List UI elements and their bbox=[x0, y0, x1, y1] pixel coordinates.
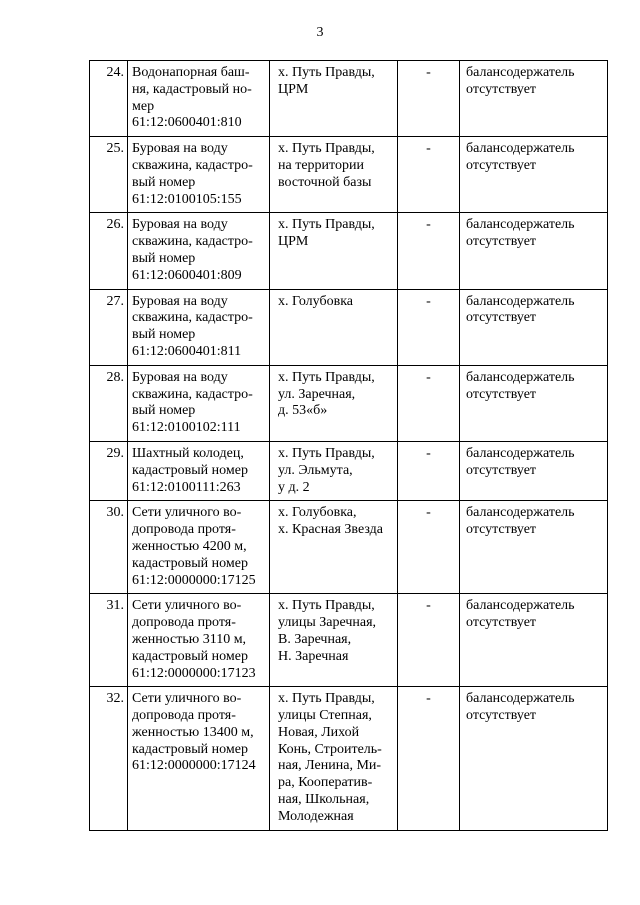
empty-value-dash: - bbox=[398, 441, 460, 500]
balance-holder bbox=[460, 61, 608, 137]
balance-holder-line: отсутствует bbox=[466, 310, 537, 326]
object-address-line: ул. Заречная, bbox=[278, 386, 356, 402]
empty-value-dash: - bbox=[398, 501, 460, 594]
balance-holder-line: балансодержатель bbox=[466, 293, 575, 309]
empty-value-dash: - bbox=[398, 213, 460, 289]
object-description-line: кадастровый номер bbox=[132, 462, 248, 478]
object-description-line: Буровая на воду bbox=[132, 293, 228, 309]
object-address bbox=[270, 441, 398, 500]
object-description-line: допровода протя- bbox=[132, 615, 236, 631]
empty-value-dash: - bbox=[398, 594, 460, 687]
object-address-line: Новая, Лихой bbox=[278, 724, 360, 740]
object-address-line: Молодежная bbox=[278, 808, 354, 824]
object-description-line: скважина, кадастро- bbox=[132, 157, 253, 173]
object-description-line: 61:12:0000000:17124 bbox=[132, 758, 256, 774]
balance-holder-line: балансодержатель bbox=[466, 598, 575, 614]
object-description-line: 61:12:0000000:17123 bbox=[132, 665, 256, 681]
balance-holder bbox=[460, 501, 608, 594]
object-address-line: д. 53«б» bbox=[278, 403, 328, 419]
registry-table bbox=[89, 60, 608, 831]
empty-value-dash: - bbox=[398, 289, 460, 365]
object-description-line: Сети уличного во- bbox=[132, 598, 242, 614]
object-description-line: женностью 4200 м, bbox=[132, 538, 247, 554]
balance-holder bbox=[460, 289, 608, 365]
object-address bbox=[270, 365, 398, 441]
object-description bbox=[128, 289, 270, 365]
row-number: 31. bbox=[90, 594, 128, 687]
row-number: 27. bbox=[90, 289, 128, 365]
object-description bbox=[128, 501, 270, 594]
object-address-line: В. Заречная, bbox=[278, 631, 352, 647]
object-address-line: ул. Эльмута, bbox=[278, 462, 353, 478]
object-description-line: допровода протя- bbox=[132, 708, 236, 724]
object-address-line: ная, Школьная, bbox=[278, 792, 370, 808]
balance-holder-line: отсутствует bbox=[466, 386, 537, 402]
object-description-line: мер bbox=[132, 98, 155, 114]
object-description-line: женностью 13400 м, bbox=[132, 724, 254, 740]
balance-holder-line: балансодержатель bbox=[466, 217, 575, 233]
object-description-line: ня, кадастровый но- bbox=[132, 81, 252, 97]
object-description-line: Шахтный колодец, bbox=[132, 445, 244, 461]
balance-holder-line: балансодержатель bbox=[466, 505, 575, 521]
row-number: 24. bbox=[90, 61, 128, 137]
balance-holder-line: балансодержатель bbox=[466, 445, 575, 461]
balance-holder bbox=[460, 213, 608, 289]
object-description-line: Буровая на воду bbox=[132, 141, 228, 157]
object-description-line: скважина, кадастро- bbox=[132, 234, 253, 250]
table-row bbox=[90, 501, 608, 594]
object-address-line: х. Путь Правды, bbox=[278, 598, 375, 614]
table-row bbox=[90, 687, 608, 830]
object-description-line: Сети уличного во- bbox=[132, 505, 242, 521]
object-address-line: х. Голубовка bbox=[278, 293, 354, 309]
object-description-line: 61:12:0100111:263 bbox=[132, 479, 241, 495]
object-description-line: вый номер bbox=[132, 174, 196, 190]
row-number: 25. bbox=[90, 137, 128, 213]
object-description-line: вый номер bbox=[132, 403, 196, 419]
row-number: 28. bbox=[90, 365, 128, 441]
object-address-line: х. Голубовка, bbox=[278, 505, 357, 521]
object-description-line: женностью 3110 м, bbox=[132, 631, 247, 647]
table-row bbox=[90, 594, 608, 687]
row-number: 32. bbox=[90, 687, 128, 830]
object-description-line: кадастровый номер bbox=[132, 741, 248, 757]
balance-holder-line: отсутствует bbox=[466, 462, 537, 478]
object-description-line: Водонапорная баш- bbox=[132, 65, 250, 80]
balance-holder bbox=[460, 365, 608, 441]
object-address-line: у д. 2 bbox=[278, 479, 310, 495]
object-address bbox=[270, 594, 398, 687]
object-address bbox=[270, 137, 398, 213]
object-address-line: х. Путь Правды, bbox=[278, 445, 375, 461]
object-description-line: кадастровый номер bbox=[132, 648, 248, 664]
object-address-line: ная, Ленина, Ми- bbox=[278, 758, 382, 774]
object-description-line: Сети уличного во- bbox=[132, 691, 242, 707]
object-address bbox=[270, 501, 398, 594]
object-address-line: х. Путь Правды, bbox=[278, 141, 375, 157]
row-number: 29. bbox=[90, 441, 128, 500]
object-description-line: 61:12:0100105:155 bbox=[132, 191, 242, 207]
object-description bbox=[128, 687, 270, 830]
balance-holder-line: отсутствует bbox=[466, 157, 537, 173]
balance-holder bbox=[460, 137, 608, 213]
object-address-line: Конь, Строитель- bbox=[278, 741, 382, 757]
object-address-line: х. Путь Правды, bbox=[278, 65, 375, 80]
object-address-line: х. Путь Правды, bbox=[278, 691, 375, 707]
object-description-line: 61:12:0600401:809 bbox=[132, 267, 242, 283]
table-row bbox=[90, 441, 608, 500]
table-row bbox=[90, 365, 608, 441]
object-description-line: 61:12:0600401:811 bbox=[132, 343, 242, 359]
object-address bbox=[270, 687, 398, 830]
balance-holder-line: балансодержатель bbox=[466, 141, 575, 157]
row-number: 30. bbox=[90, 501, 128, 594]
object-description-line: 61:12:0600401:810 bbox=[132, 115, 242, 131]
row-number: 26. bbox=[90, 213, 128, 289]
empty-value-dash: - bbox=[398, 137, 460, 213]
balance-holder-line: отсутствует bbox=[466, 234, 537, 250]
object-description bbox=[128, 61, 270, 137]
table-row bbox=[90, 213, 608, 289]
object-description bbox=[128, 137, 270, 213]
object-description-line: скважина, кадастро- bbox=[132, 386, 253, 402]
table-row bbox=[90, 61, 608, 137]
page-number: 3 bbox=[316, 25, 324, 40]
object-description-line: вый номер bbox=[132, 250, 196, 266]
balance-holder-line: отсутствует bbox=[466, 522, 537, 538]
empty-value-dash: - bbox=[398, 365, 460, 441]
object-description-line: вый номер bbox=[132, 327, 196, 343]
object-address-line: ЦРМ bbox=[278, 81, 309, 97]
table-row bbox=[90, 137, 608, 213]
object-address-line: х. Красная Звезда bbox=[278, 522, 383, 538]
balance-holder-line: отсутствует bbox=[466, 708, 537, 724]
object-description bbox=[128, 213, 270, 289]
object-description bbox=[128, 365, 270, 441]
balance-holder bbox=[460, 441, 608, 500]
balance-holder-line: балансодержатель bbox=[466, 369, 575, 385]
balance-holder bbox=[460, 594, 608, 687]
object-description bbox=[128, 441, 270, 500]
object-address-line: ра, Кооператив- bbox=[278, 775, 373, 791]
balance-holder-line: балансодержатель bbox=[466, 65, 575, 80]
object-address bbox=[270, 61, 398, 137]
object-description-line: допровода протя- bbox=[132, 522, 236, 538]
object-description-line: кадастровый номер bbox=[132, 555, 248, 571]
object-description-line: 61:12:0000000:17125 bbox=[132, 572, 256, 588]
balance-holder-line: балансодержатель bbox=[466, 691, 575, 707]
object-address-line: на территории bbox=[278, 157, 364, 173]
balance-holder-line: отсутствует bbox=[466, 615, 537, 631]
object-description-line: Буровая на воду bbox=[132, 217, 228, 233]
object-address bbox=[270, 289, 398, 365]
balance-holder-line: отсутствует bbox=[466, 81, 537, 97]
object-address-line: восточной базы bbox=[278, 174, 372, 190]
empty-value-dash: - bbox=[398, 61, 460, 137]
object-description-line: скважина, кадастро- bbox=[132, 310, 253, 326]
object-address bbox=[270, 213, 398, 289]
object-address-line: х. Путь Правды, bbox=[278, 369, 375, 385]
empty-value-dash: - bbox=[398, 687, 460, 830]
object-address-line: Н. Заречная bbox=[278, 648, 349, 664]
object-description-line: 61:12:0100102:111 bbox=[132, 420, 241, 436]
object-address-line: улицы Степная, bbox=[278, 708, 372, 724]
object-address-line: улицы Заречная, bbox=[278, 615, 377, 631]
object-address-line: х. Путь Правды, bbox=[278, 217, 375, 233]
table-row bbox=[90, 289, 608, 365]
object-address-line: ЦРМ bbox=[278, 234, 309, 250]
object-description-line: Буровая на воду bbox=[132, 369, 228, 385]
balance-holder bbox=[460, 687, 608, 830]
object-description bbox=[128, 594, 270, 687]
